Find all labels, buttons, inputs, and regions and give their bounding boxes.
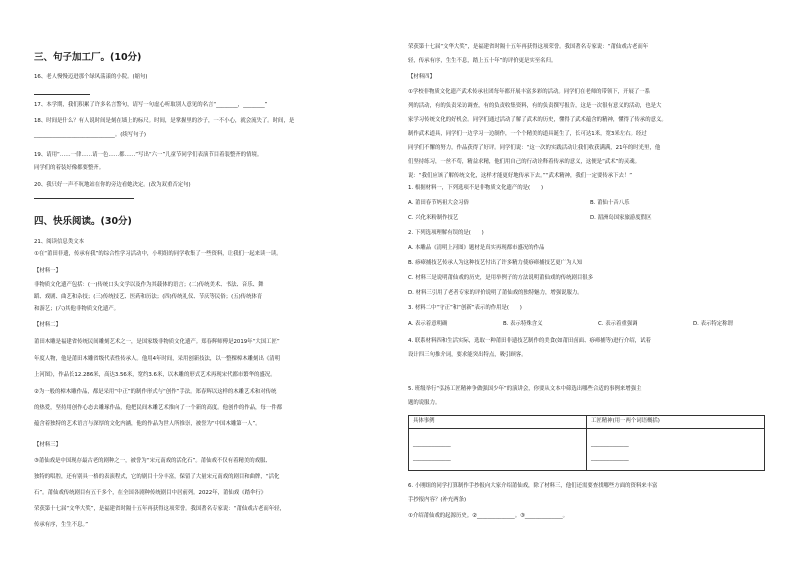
answer-line-16 [34, 94, 90, 95]
q3-option-a[interactable]: A. 表示着意明确 [408, 321, 448, 327]
continued-line1: 荣获第十七届“文华大奖”，是福建省时隔十五年再获得这项荣誉。我国著名专家说：“莆仙戏古老而年 [408, 44, 649, 50]
material-4-title: 【材料四】 [408, 74, 435, 80]
continued-line2: 轻，传承有序，生生不息，踏上五十年”的评价更是实至名归。 [408, 58, 557, 64]
question-19-line1: 19、请用“……一律……请一色……都……”写出“六一”儿童节同学们表演节目着装整齐的情境。 [34, 152, 263, 158]
material-2-line2: 年度人物，他是莆田木雕省级代表性传承人。他用4年时间，采用创新技法，以一整棵樟木雕刻出《清明 [34, 356, 281, 362]
material-4-line5: 同学们不懈的努力，作品获得了好评。同学们说：“这一次的实践活动让我们收获满满，21年的时光里，他 [408, 145, 661, 151]
material-4-line4: 制作武术道具，同学们一边学习一边制作，一个个精美的道具诞生了，长可达1米，宽3米左右。经过 [408, 131, 647, 137]
question-4-line1: 4. 联系材料四和生活实际，选取一种莆田非遗技艺制作的美食(如莆田卤面、痧瘴捕等)进行介绍，试着 [408, 338, 651, 344]
question-19-line2: 同学们的着装好像都要整齐。 [34, 165, 105, 171]
question-6-line3: ①介绍莆仙戏的起源历史。②______________。③______________。 [408, 513, 569, 519]
q1-option-d[interactable]: D. 湄洲岛国家旅游度假区 [590, 215, 652, 221]
material-4-line6: 们坚持练习，一丝不苟，精益求精，他们用自己的行动诠释着传承的意义，这便是“武术”的灵魂。 [408, 159, 640, 165]
question-6-line1: 6. 小刚组的同学打算制作手抄报向大家介绍莆仙戏，除了材料三，他们还需要查找哪些方面的资料来丰富 [408, 483, 658, 489]
table-header-examples: 具体事例 [409, 416, 587, 429]
question-18-line1: 18、时间是什么？有人说时间是刻在墙上的标尺。时间，是掌握里的沙子，一不小心，就会流失了。时间，是 [34, 118, 295, 124]
material-3-line1: ③莆仙戏是中国现存最古老的剧种之一，被誉为“宋元南戏的活化石”。莆仙戏不仅有着精美的戏服、 [34, 458, 271, 464]
table-header-spirit: 工匠精神(用一两个词语概括) [587, 416, 765, 429]
q3-option-c[interactable]: C. 表示着重强调 [598, 321, 638, 327]
section-3-title: 三、句子加工厂。(10分) [34, 52, 142, 63]
q1-option-c[interactable]: C. 兴化米粉制作技艺 [408, 215, 459, 221]
table-blank-4: ______________ [591, 455, 629, 461]
material-2-line6: 蕴含着独特的艺术语言与深厚的文化内涵，他的作品为世人所推崇，被誉为“中国木雕第一人”。 [34, 421, 261, 427]
question-6-line2: 手抄报内容？(补充两条) [408, 497, 467, 503]
examples-table [408, 415, 765, 471]
material-2-line1: 莆田木雕是福建省传统民间雕刻艺术之一，是国家级非物质文化遗产。郑春辉师傅是2019年“大国工匠” [34, 339, 280, 345]
material-3-line5: 传承有序，生生不息。” [34, 522, 88, 528]
question-4-line2: 设计四三句推介词，要求能突出特点，吸引顾客。 [408, 352, 527, 358]
table-blank-1: ______________ [413, 441, 451, 447]
q1-option-b[interactable]: B. 莆仙十音八乐 [590, 200, 630, 206]
section-4-title: 四、快乐阅读。(30分) [34, 216, 132, 227]
material-2-line3: 上河图》，作品长12.286米，高达3.56米，宽约3.6米，以木雕的形式艺术再现宋代都市繁华的盛况。 [34, 372, 276, 378]
table-cell-spirit[interactable] [587, 429, 765, 471]
question-18-line2: ______________________________。(续写句子) [34, 132, 147, 138]
question-5-line2: 题的说服力。 [408, 400, 441, 406]
table-blank-2: ______________ [413, 455, 451, 461]
material-3-line4: 荣获第十七届“文华大奖”，是福建省时隔十五年再获得这项荣誉。我国著名专家说：“莆仙戏古老而年轻， [34, 506, 285, 512]
material-4-line3: 家学习传统文化的好机会。同学们通过活动了解了武术的历史，懂得了武术蕴含的精神，懂得了传承的意义。 [408, 117, 667, 123]
answer-line-20 [34, 198, 134, 199]
question-16: 16、老人慢慢迈进那个绿风荡漾的小院。(缩句) [34, 74, 148, 80]
question-17: 17、本学期，我们积累了许多名言警句，请写一句虚心听取别人意见的名言“________，________” [34, 102, 268, 108]
table-cell-example[interactable] [409, 429, 587, 471]
q1-option-a[interactable]: A. 莆田春节妈祖大会习俗 [408, 200, 469, 206]
intro-text: ①在“莆田非遗，传承有我”的综合性学习活动中，小明组的同学收集了一些资料，让我们一起来读一读。 [34, 251, 282, 257]
question-2: 2. 下列选项理解有误的是( ) [408, 230, 484, 236]
material-4-line1: ①学校非物质文化遗产武术传承社团每年都开展丰富多彩的活动。同学们在老师的带领下，开展了一系 [408, 89, 651, 95]
q3-option-d[interactable]: D. 表示特定称谓 [693, 321, 733, 327]
q2-option-d[interactable]: D. 材料三引用了老者专家的评价说明了莆仙戏的独特魅力，增强说服力。 [408, 290, 583, 296]
material-2-line5: 的热爱，坚持用创作心态去雕琢作品，他把民间木雕艺术推向了一个新的高度。他创作的作品，每一件都 [34, 405, 282, 411]
material-1-line1: 非物质文化遗产包括：(一)传统口头文学以及作为其载体的语言；(二)传统美术、书法、音乐、舞 [34, 282, 264, 288]
q3-option-b[interactable]: B. 表示特殊含义 [503, 321, 543, 327]
q2-option-c[interactable]: C. 材料三是说明莆仙戏的历史，是用举例子的方法说明莆仙戏的传统剧目很多 [408, 275, 594, 281]
question-21: 21、阅读信息类文本 [34, 239, 84, 245]
material-1-line2: 蹈、戏剧、曲艺和杂技；(三)传统技艺、医药和历法；(四)传统礼仪、节庆等民俗；(五)传统体育 [34, 294, 263, 300]
question-1: 1. 根据材料一，下列选项不是非物质文化遗产的是( ) [408, 185, 544, 191]
material-2-title: 【材料二】 [34, 322, 61, 328]
question-3: 3. 材料二中“守正”和“创新”表示的作用是( ) [408, 305, 522, 311]
material-1-title: 【材料一】 [34, 268, 61, 274]
material-1-line3: 和游艺；(六)其他非物质文化遗产。 [34, 306, 120, 312]
material-3-line2: 独特的唱腔，还有别具一格的表演程式，它的剧目十分丰富，保留了大量宋元南戏的剧目和曲牌，“活化 [34, 474, 280, 480]
q2-option-a[interactable]: A. 本雕品《清明上河图》题材是真实再现都市盛况的作品 [408, 245, 545, 251]
table-blank-3: ______________ [591, 441, 629, 447]
question-5-line1: 5. 班级举行“弘扬工匠精神争做强国少年”的演讲会，你要从文本中筛选出哪些合适的事例来增强主 [408, 386, 642, 392]
material-4-line2: 列的活动，有的负责采访调查，有的负责收集资料，有的负责撰写报告，这是一次很有意义的活动，也是大 [408, 103, 662, 109]
material-4-line7: 说：“我们应该了解传统文化，这样才能更好地传承下去。”“武术精神，我们一定要传承下去！” [408, 173, 633, 179]
question-20: 20、我只好一声不吭地站在你的旁边看她决定。(改为双重否定句) [34, 182, 191, 188]
material-3-line3: 石”。莆仙戏传统剧目有五千多个，在全国各剧种传统剧目中居前列。2022年，莆仙戏《踏伞行》 [34, 490, 267, 496]
material-3-title: 【材料三】 [34, 442, 61, 448]
q2-option-b[interactable]: B. 痧瘴捕技艺传承人为这种技艺付出了许多精力使痧瘴捕技艺更广为人知 [408, 260, 583, 266]
material-2-line4: ②为一般的樟木雕作品，都是采用“中正”的制作形式与“创作”手法。郑春辉以这样的木雕艺术和对传统 [34, 389, 277, 395]
